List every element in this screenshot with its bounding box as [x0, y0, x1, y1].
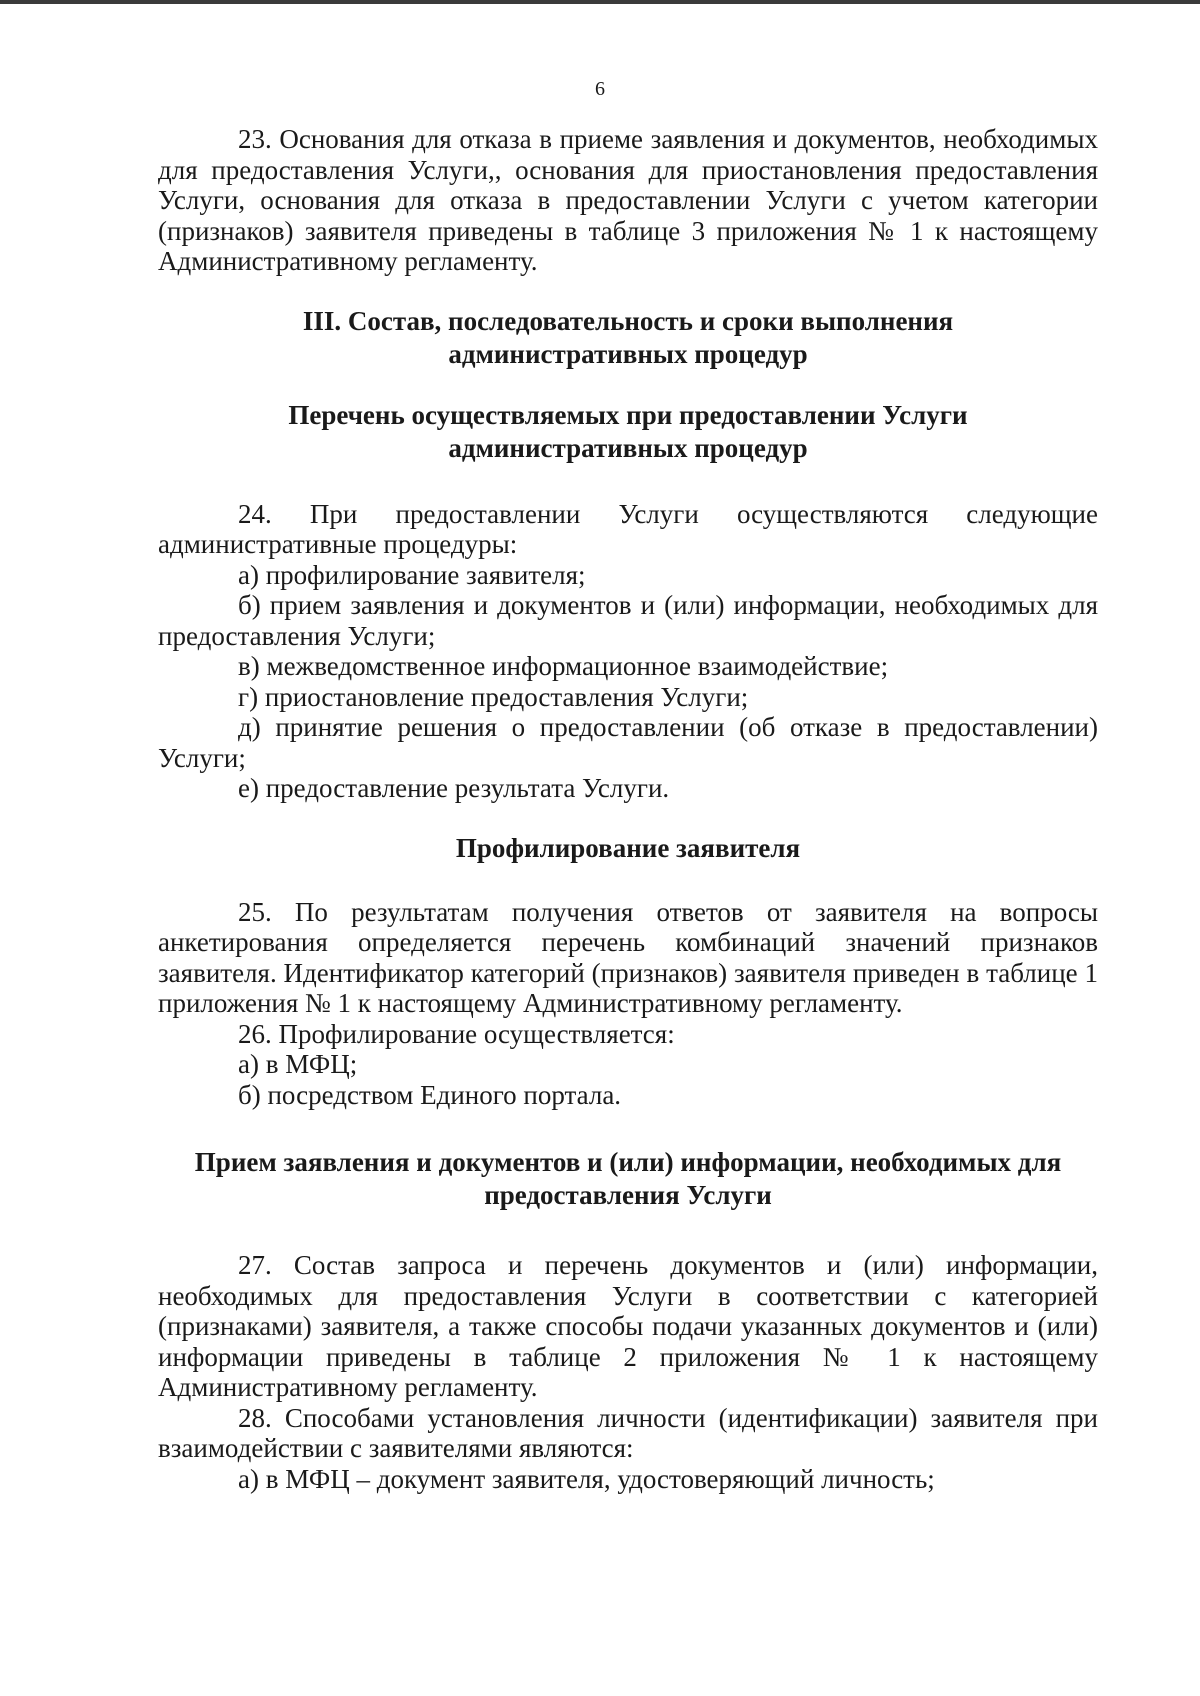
section-3-heading-line-2: административных процедур — [448, 338, 808, 369]
reception-heading-line-1: Прием заявления и документов и (или) информации, необходимых для — [194, 1147, 1062, 1177]
paragraph-23: 23. Основания для отказа в приеме заявления и документов, необходимых для предоставления Услуги,, основания для приостановления предоставления Услуги, основания для отказа в предоставлении Услуги с учетом категории (признаков) заявителя приведены в таблице 3 приложения № 1 к настоящему Административному регламенту. — [158, 124, 1098, 276]
paragraph-26: 26. Профилирование осуществляется: — [238, 1018, 675, 1049]
section-3-heading-line-1: III. Состав, последовательность и сроки выполнения — [302, 305, 954, 336]
document-body — [158, 124, 1098, 1494]
section-3-heading — [158, 305, 1098, 371]
procedures-list-heading-line-1: Перечень осуществляемых при предоставлении Услуги — [288, 399, 968, 430]
paragraph-24: 24. При предоставлении Услуги осуществляются следующие административные процедуры: — [158, 498, 1098, 559]
list-item-24d: д) принятие решения о предоставлении (об отказе в предоставлении) Услуги; — [158, 712, 1098, 773]
page-number: 6 — [595, 78, 605, 100]
list-item-26b: б) посредством Единого портала. — [238, 1079, 622, 1110]
reception-heading — [158, 1146, 1098, 1212]
list-item-28a: а) в МФЦ – документ заявителя, удостоверяющий личность; — [238, 1463, 935, 1494]
list-item-24a: а) профилирование заявителя; — [238, 559, 586, 590]
top-border — [0, 0, 1200, 4]
paragraph-27: 27. Состав запроса и перечень документов и (или) информации, необходимых для предоставления Услуги в соответствии с категорией (признаками) заявителя, а также способы подачи указанных документов и (или) информации приведены в таблице 2 приложения № 1 к настоящему Административному регламенту. — [158, 1250, 1098, 1402]
list-item-24g: г) приостановление предоставления Услуги; — [238, 681, 749, 712]
procedures-list-heading-line-2: административных процедур — [448, 432, 808, 463]
list-item-24e: е) предоставление результата Услуги. — [238, 773, 670, 803]
paragraph-25: 25. По результатам получения ответов от заявителя на вопросы анкетирования определяется перечень комбинаций значений признаков заявителя. Идентификатор категорий (признаков) заявителя приведен в таблице 1 приложения № 1 к настоящему Административному регламенту. — [158, 896, 1098, 1018]
list-item-26a: а) в МФЦ; — [238, 1049, 358, 1079]
list-item-24v: в) межведомственное информационное взаимодействие; — [238, 651, 889, 681]
paragraph-28: 28. Способами установления личности (идентификации) заявителя при взаимодействии с заявителями являются: — [158, 1402, 1098, 1463]
list-item-24b: б) прием заявления и документов и (или) информации, необходимых для предоставления Услуги; — [158, 590, 1098, 651]
procedures-list-heading — [158, 399, 1098, 465]
reception-heading-line-2: предоставления Услуги — [484, 1180, 772, 1210]
profiling-heading: Профилирование заявителя — [455, 832, 801, 863]
